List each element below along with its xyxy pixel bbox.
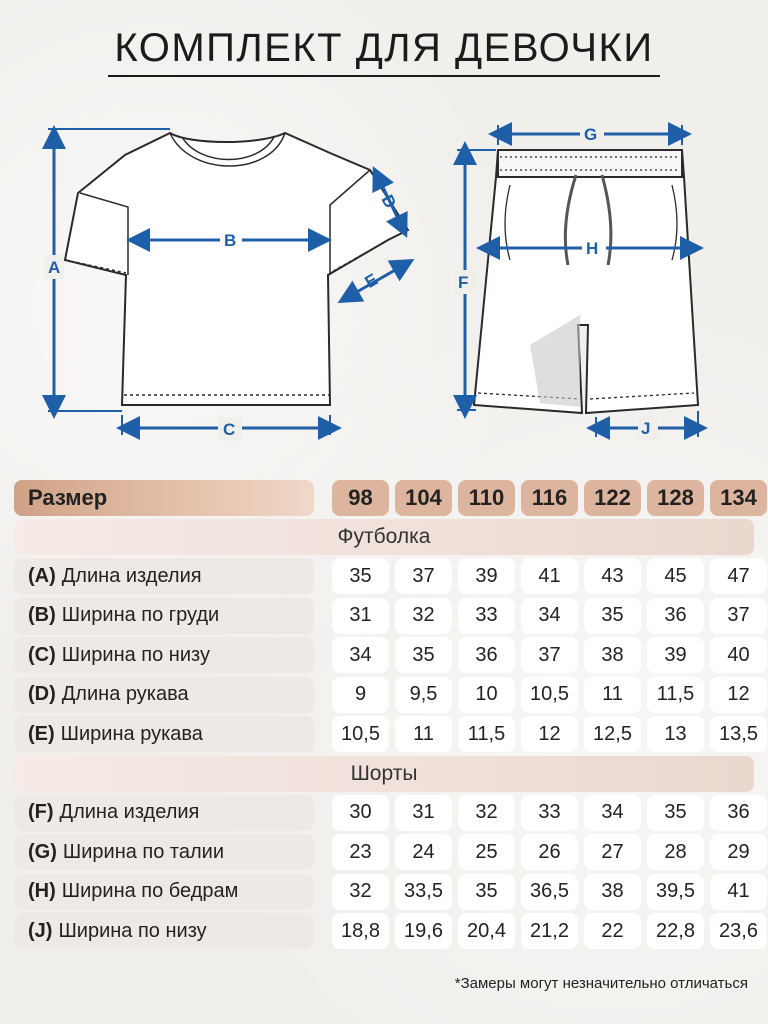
tshirt-outline [65, 133, 408, 405]
row-name: Длина изделия [59, 801, 200, 823]
table-cell: 39 [647, 637, 704, 673]
row-label [14, 677, 314, 713]
row-code: (G) [28, 840, 57, 863]
section-shorts: Шорты [14, 756, 754, 792]
dim-label-g: G [584, 125, 598, 144]
table-cell: 29 [710, 834, 767, 870]
header-size-104: 104 [395, 480, 452, 516]
row-label [14, 834, 314, 870]
table-header-row [14, 480, 757, 516]
table-cell: 45 [647, 558, 704, 594]
table-cell: 40 [710, 637, 767, 673]
table-row [14, 874, 754, 910]
table-cell: 11,5 [647, 677, 704, 713]
table-cell: 34 [584, 795, 641, 831]
table-cell: 22,8 [647, 913, 704, 949]
header-size-label: Размер [14, 480, 314, 516]
dim-label-j: J [641, 419, 651, 438]
row-label [14, 637, 314, 673]
table-cell: 47 [710, 558, 767, 594]
table-cell: 13 [647, 716, 704, 752]
row-code: (J) [28, 919, 53, 942]
table-cell: 33,5 [395, 874, 452, 910]
header-size-116: 116 [521, 480, 578, 516]
dim-label-e: E [361, 269, 381, 292]
table-cell: 30 [332, 795, 389, 831]
table-cell: 31 [395, 795, 452, 831]
row-name: Ширина по талии [62, 840, 224, 863]
table-cell: 38 [584, 637, 641, 673]
row-code: (C) [28, 643, 56, 666]
table-cell: 10 [458, 677, 515, 713]
table-cell: 35 [584, 598, 641, 634]
table-cell: 35 [647, 795, 704, 831]
dim-label-f: F [458, 273, 469, 292]
table-cell: 41 [710, 874, 767, 910]
table-cell: 21,2 [521, 913, 578, 949]
row-name: Ширина рукава [60, 722, 203, 745]
table-cell: 9 [332, 677, 389, 713]
section-shirt: Футболка [14, 519, 754, 555]
header-size-98: 98 [332, 480, 389, 516]
table-cell: 28 [647, 834, 704, 870]
table-cell: 18,8 [332, 913, 389, 949]
header-size-122: 122 [584, 480, 641, 516]
table-cell: 39 [458, 558, 515, 594]
table-cell: 32 [395, 598, 452, 634]
row-name: Ширина по груди [61, 604, 220, 626]
table-cell: 36 [710, 795, 767, 831]
header-size-110: 110 [458, 480, 515, 516]
dim-label-d: D [377, 191, 400, 212]
dim-label-a: A [48, 258, 61, 277]
header-size-128: 128 [647, 480, 704, 516]
row-name: Ширина по бедрам [61, 880, 239, 902]
dim-label-c: C [223, 420, 236, 439]
table-cell: 36,5 [521, 874, 578, 910]
table-cell: 32 [458, 795, 515, 831]
row-name: Длина изделия [61, 564, 202, 587]
table-cell: 12 [710, 677, 767, 713]
dim-label-b: B [224, 231, 237, 250]
table-cell: 34 [521, 598, 578, 634]
table-row [14, 637, 754, 673]
shorts-outline [474, 150, 698, 413]
table-cell: 24 [395, 834, 452, 870]
table-cell: 9,5 [395, 677, 452, 713]
row-label [14, 874, 314, 910]
page-title: КОМПЛЕКТ ДЛЯ ДЕВОЧКИ [0, 26, 768, 77]
table-cell: 22 [584, 913, 641, 949]
table-cell: 11 [584, 677, 641, 713]
row-code: (E) [28, 722, 55, 745]
table-cell: 12,5 [584, 716, 641, 752]
table-cell: 32 [332, 874, 389, 910]
table-cell: 33 [521, 795, 578, 831]
table-cell: 37 [395, 558, 452, 594]
table-row [14, 558, 754, 594]
row-name: Длина рукава [61, 683, 189, 705]
row-label [14, 598, 314, 634]
table-cell: 37 [521, 637, 578, 673]
table-row [14, 677, 754, 713]
table-cell: 12 [521, 716, 578, 752]
tshirt-diagram [30, 115, 470, 445]
shorts-diagram [440, 115, 730, 445]
table-cell: 11,5 [458, 716, 515, 752]
row-label [14, 716, 314, 752]
table-cell: 35 [458, 874, 515, 910]
row-code: (F) [28, 801, 54, 823]
table-cell: 27 [584, 834, 641, 870]
table-cell: 43 [584, 558, 641, 594]
row-label [14, 795, 314, 831]
row-code: (H) [28, 880, 56, 902]
table-cell: 25 [458, 834, 515, 870]
footnote: *Замеры могут незначительно отличаться [454, 975, 748, 992]
table-cell: 20,4 [458, 913, 515, 949]
table-row [14, 913, 758, 949]
row-label [14, 913, 314, 949]
row-name: Ширина по низу [61, 643, 210, 666]
table-cell: 38 [584, 874, 641, 910]
row-code: (B) [28, 604, 56, 626]
row-code: (A) [28, 564, 56, 587]
table-cell: 10,5 [521, 677, 578, 713]
table-cell: 37 [710, 598, 767, 634]
row-label [14, 558, 314, 594]
row-name: Ширина по низу [58, 919, 207, 942]
table-row [14, 598, 754, 634]
table-cell: 34 [332, 637, 389, 673]
table-row [14, 716, 758, 752]
table-cell: 33 [458, 598, 515, 634]
table-cell: 41 [521, 558, 578, 594]
header-size-134: 134 [710, 480, 767, 516]
table-cell: 35 [395, 637, 452, 673]
table-cell: 39,5 [647, 874, 704, 910]
table-cell: 10,5 [332, 716, 389, 752]
table-cell: 19,6 [395, 913, 452, 949]
dim-label-h: H [586, 239, 599, 258]
table-cell: 26 [521, 834, 578, 870]
table-cell: 31 [332, 598, 389, 634]
table-cell: 23 [332, 834, 389, 870]
table-cell: 35 [332, 558, 389, 594]
table-row [14, 834, 754, 870]
row-code: (D) [28, 683, 56, 705]
table-cell: 11 [395, 716, 452, 752]
table-cell: 36 [458, 637, 515, 673]
table-cell: 36 [647, 598, 704, 634]
table-cell: 13,5 [710, 716, 767, 752]
table-cell: 23,6 [710, 913, 767, 949]
table-row [14, 795, 754, 831]
